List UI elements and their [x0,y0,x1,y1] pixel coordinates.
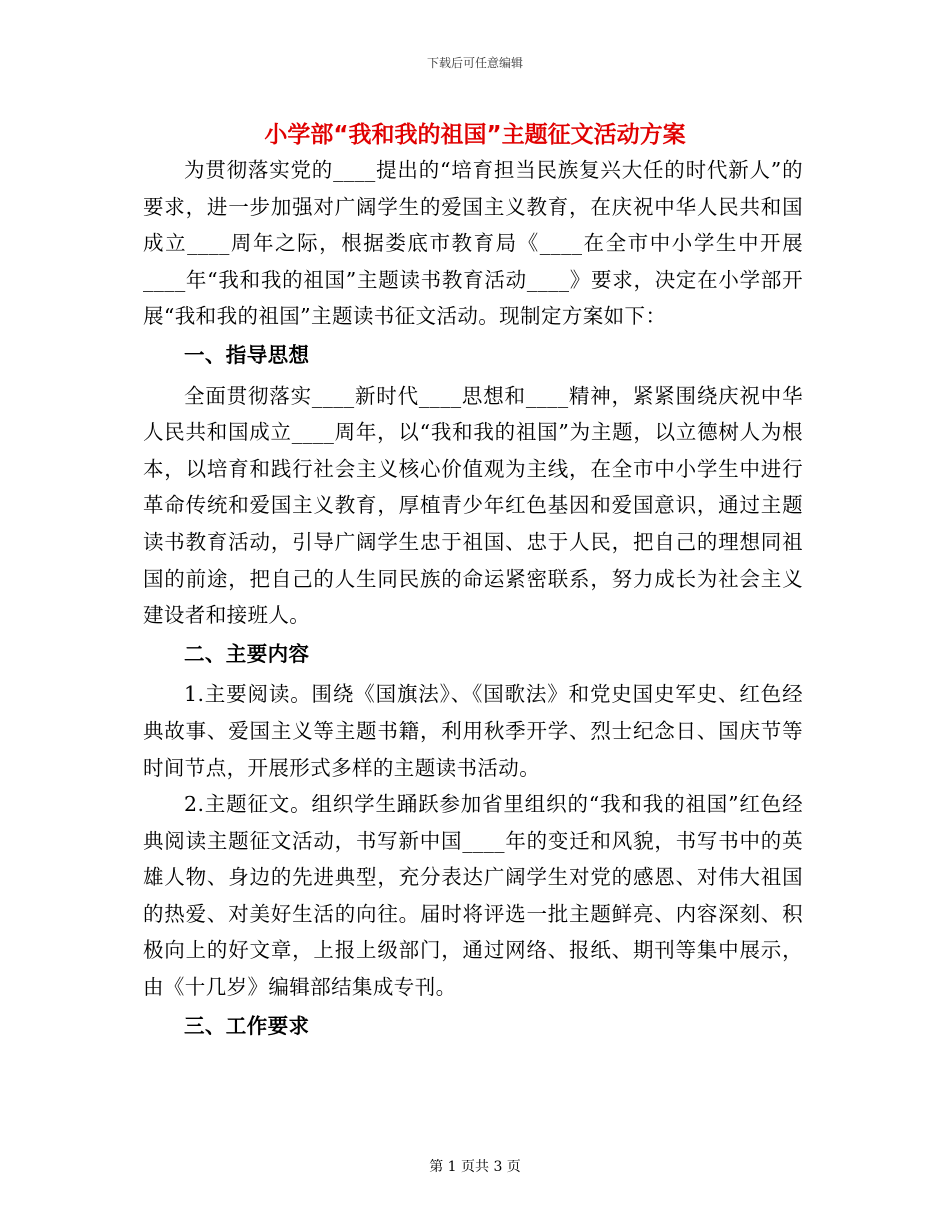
intro-paragraph: 为贯彻落实党的____提出的“培育担当民族复兴大任的时代新人”的要求，进一步加强对广阔学生的爱国主义教育，在庆祝中华人民共和国成立____周年之际，根据娄底市教育局《____在全市中小学生中开展____年“我和我的祖国”主题读书教育活动____》要求，决定在小学部开展“我和我的祖国”主题读书征文活动。现制定方案如下： [143,158,803,329]
section-paragraph: 1.主要阅读。围绕《国旗法》、《国歌法》和党史国史军史、红色经典故事、爱国主义等主题书籍，利用秋季开学、烈士纪念日、国庆节等时间节点，开展形式多样的主题读书活动。 [143,682,803,780]
section-heading-main-content: 二、主要内容 [184,641,310,666]
document-title: 小学部“我和我的祖国”主题征文活动方案 [264,122,686,148]
header-note: 下载后可任意编辑 [426,56,523,70]
section-heading-guiding-ideology: 一、指导思想 [184,342,310,367]
page-footer: 第 1 页共 3 页 [429,1159,521,1175]
section-paragraph: 2.主题征文。组织学生踊跃参加省里组织的“我和我的祖国”红色经典阅读主题征文活动，书写新中国____年的变迁和风貌，书写书中的英雄人物、身边的先进典型，充分表达广阔学生对党的感恩、对伟大祖国的热爱、对美好生活的向往。届时将评选一批主题鲜亮、内容深刻、积极向上的好文章，上报上级部门，通过网络、报纸、期刊等集中展示，由《十几岁》编辑部结集成专刊。 [143,792,803,1000]
document-body [143,152,803,1048]
section-paragraph: 全面贯彻落实____新时代____思想和____精神，紧紧围绕庆祝中华人民共和国成立____周年，以“我和我的祖国”为主题，以立德树人为根本，以培育和践行社会主义核心价值观为主线，在全市中小学生中进行革命传统和爱国主义教育，厚植青少年红色基因和爱国意识，通过主题读书教育活动，引导广阔学生忠于祖国、忠于人民，把自己的理想同祖国的前途，把自己的人生同民族的命运紧密联系，努力成长为社会主义建设者和接班人。 [143,383,803,628]
section-heading-work-requirements: 三、工作要求 [184,1013,310,1038]
